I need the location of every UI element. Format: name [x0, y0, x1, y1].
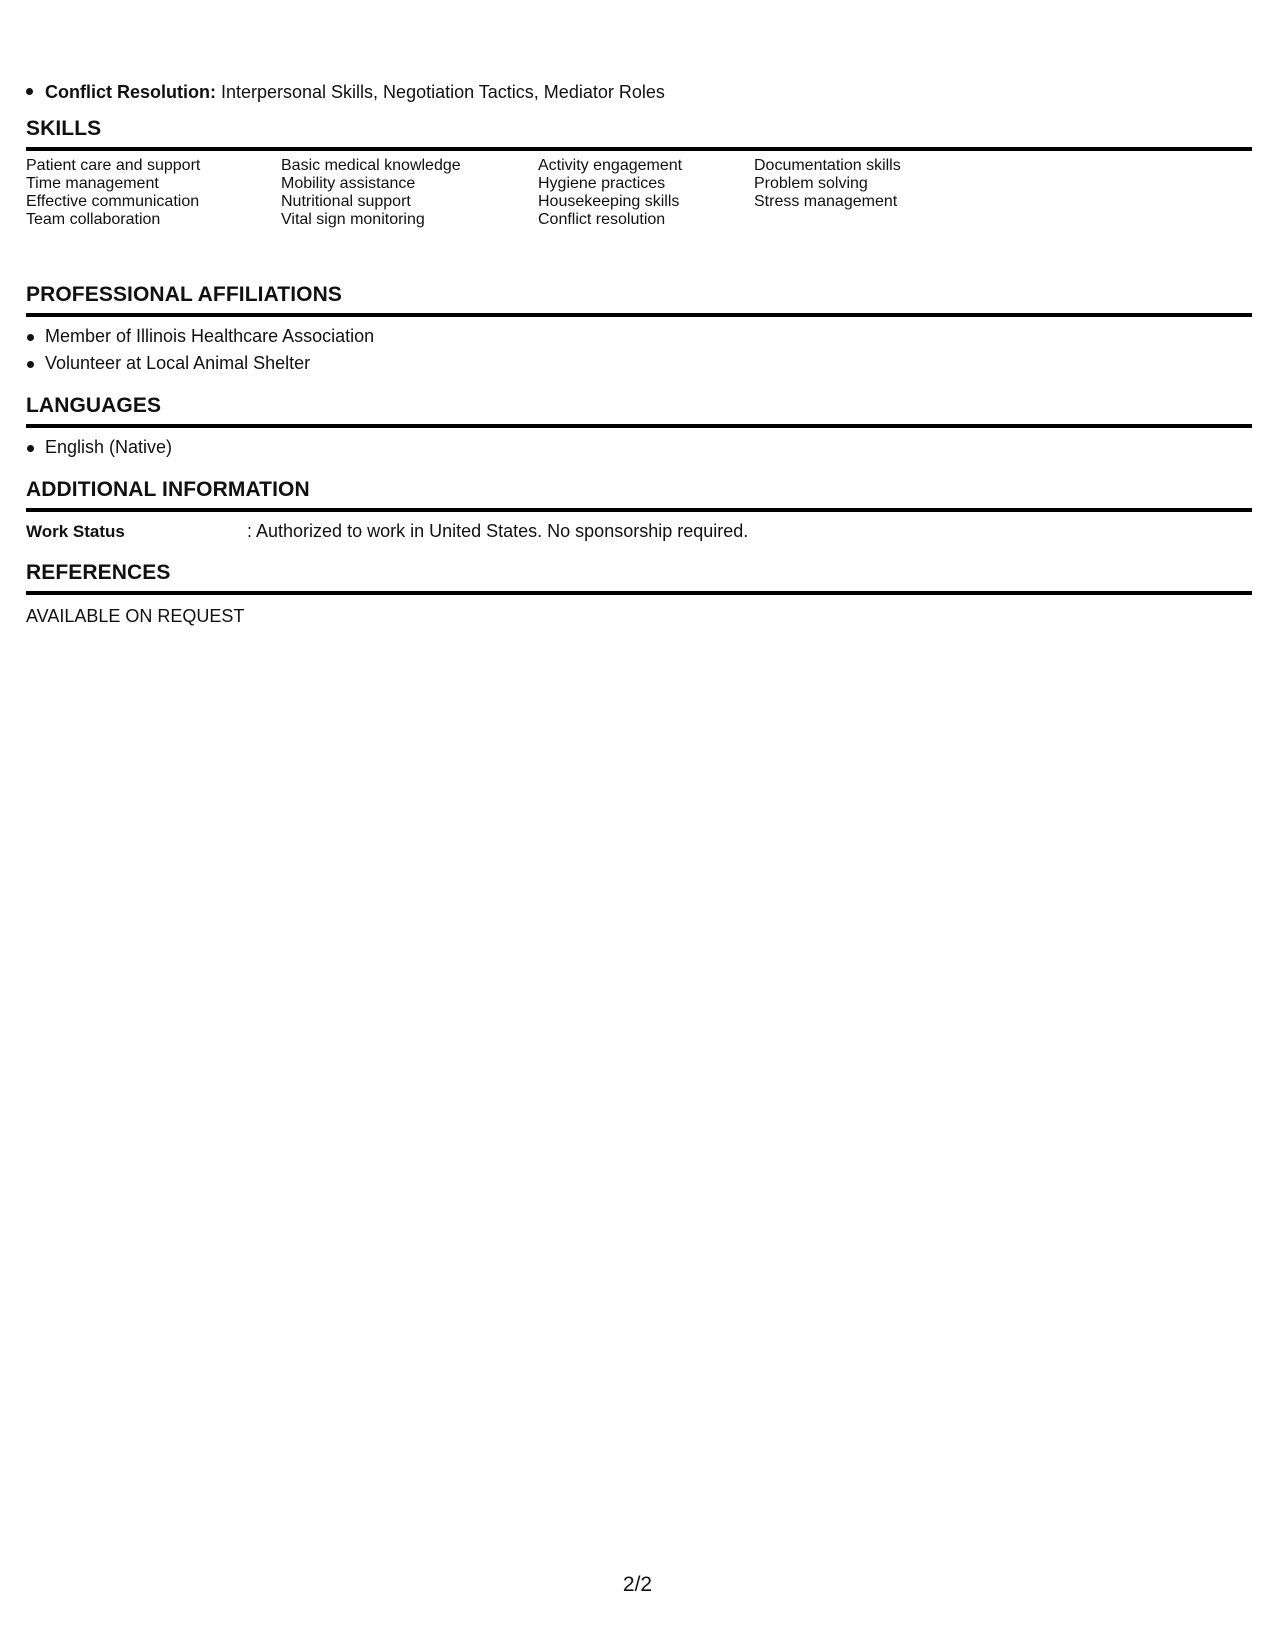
- affiliations-section: [26, 282, 1252, 377]
- affiliation-item: Volunteer at Local Animal Shelter: [26, 350, 1252, 377]
- language-item: English (Native): [26, 434, 1252, 461]
- skill-item: Basic medical knowledge: [281, 157, 461, 174]
- skill-item: Team collaboration: [26, 211, 161, 228]
- section-divider: [26, 313, 1252, 317]
- bullet-icon: [26, 88, 33, 95]
- skills-title: SKILLS: [26, 117, 102, 140]
- skill-item: Time management: [26, 175, 159, 192]
- skill-item: Housekeeping skills: [538, 193, 680, 210]
- languages-list: [26, 434, 1252, 461]
- skills-column-3: [538, 157, 754, 229]
- affiliations-list: [26, 323, 1252, 377]
- conflict-resolution-item: [26, 80, 665, 104]
- languages-section: [26, 393, 1252, 461]
- skill-item: Nutritional support: [281, 193, 411, 210]
- skill-item: Vital sign monitoring: [281, 211, 425, 228]
- conflict-resolution-text: Interpersonal Skills, Negotiation Tactics, Mediator Roles: [215, 82, 665, 102]
- section-divider: [26, 147, 1252, 151]
- skill-item: Stress management: [754, 193, 898, 210]
- section-divider: [26, 508, 1252, 512]
- skill-item: Problem solving: [754, 175, 868, 192]
- skill-item: Mobility assistance: [281, 175, 416, 192]
- skills-column-2: [281, 157, 538, 229]
- skill-item: Documentation skills: [754, 157, 901, 174]
- work-status-label: Work Status: [26, 522, 125, 541]
- additional-information-title: ADDITIONAL INFORMATION: [26, 478, 310, 501]
- references-section: [26, 560, 1252, 630]
- work-status-value: : Authorized to work in United States. No sponsorship required.: [247, 521, 749, 541]
- references-title: REFERENCES: [26, 561, 171, 584]
- skills-section: [26, 116, 1252, 229]
- languages-title: LANGUAGES: [26, 394, 162, 417]
- work-status-row: [26, 518, 1252, 545]
- references-text: AVAILABLE ON REQUEST: [26, 606, 245, 626]
- skills-column-4: [754, 157, 1014, 229]
- affiliations-title: PROFESSIONAL AFFILIATIONS: [26, 283, 342, 306]
- page-number: 2/2: [622, 1573, 653, 1596]
- skill-item: Activity engagement: [538, 157, 683, 174]
- section-divider: [26, 424, 1252, 428]
- skills-column-1: [26, 157, 281, 229]
- skill-item: Hygiene practices: [538, 175, 666, 192]
- skill-item: Effective communication: [26, 193, 200, 210]
- skills-grid: [26, 157, 1252, 229]
- conflict-resolution-label: Conflict Resolution:: [45, 82, 216, 102]
- skill-item: Conflict resolution: [538, 211, 666, 228]
- additional-information-section: [26, 477, 1252, 545]
- section-divider: [26, 591, 1252, 595]
- skill-item: Patient care and support: [26, 157, 201, 174]
- affiliation-item: Member of Illinois Healthcare Association: [26, 323, 1252, 350]
